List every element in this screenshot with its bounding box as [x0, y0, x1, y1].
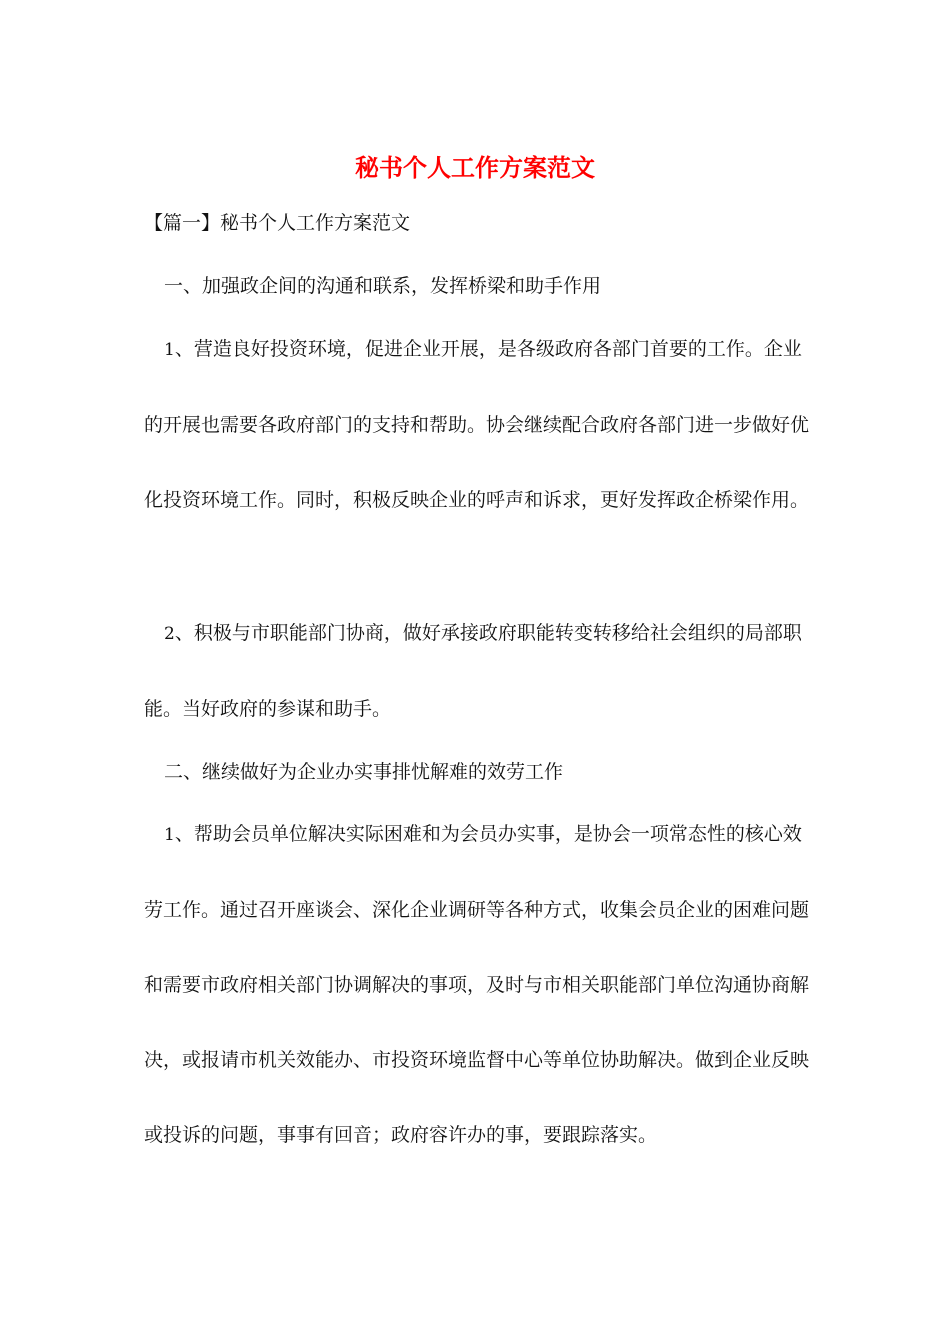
paragraph-2-1	[144, 797, 810, 1173]
paragraph-text: 、积极与市职能部门协商，做好承接政府职能转变转移给社会组织的局部职能。当好政府的参谋和助手。	[144, 622, 802, 720]
paragraph-1-1	[144, 312, 810, 538]
paragraph-number: 1	[164, 340, 175, 360]
section-heading: 【篇一】秘书个人工作方案范文	[144, 212, 411, 234]
heading-2: 二、继续做好为企业办实事排忧解难的效劳工作	[164, 761, 564, 783]
paragraph-text: 、帮助会员单位解决实际困难和为会员办实事，是协会一项常态性的核心效劳工作。通过召开座谈会、深化企业调研等各种方式，收集会员企业的困难问题和需要市政府相关部门协调解决的事项，及时与市相关职能部门单位沟通协商解决，或报请市机关效能办、市投资环境监督中心等单位协助解决。做到企业反映或投诉的问题，事事有回音；政府容许办的事，要跟踪落实。	[144, 823, 810, 1146]
heading-1: 一、加强政企间的沟通和联系，发挥桥梁和助手作用	[164, 275, 602, 297]
paragraph-number: 2	[164, 624, 175, 644]
paragraph-1-2	[144, 596, 810, 747]
document-title: 秘书个人工作方案范文	[355, 153, 595, 182]
paragraph-text: 、营造良好投资环境，促进企业开展，是各级政府各部门首要的工作。企业的开展也需要各政府部门的支持和帮助。协会继续配合政府各部门进一步做好优化投资环境工作。同时，积极反映企业的呼声和诉求，更好发挥政企桥梁作用。	[144, 338, 810, 511]
paragraph-number: 1	[164, 825, 175, 845]
